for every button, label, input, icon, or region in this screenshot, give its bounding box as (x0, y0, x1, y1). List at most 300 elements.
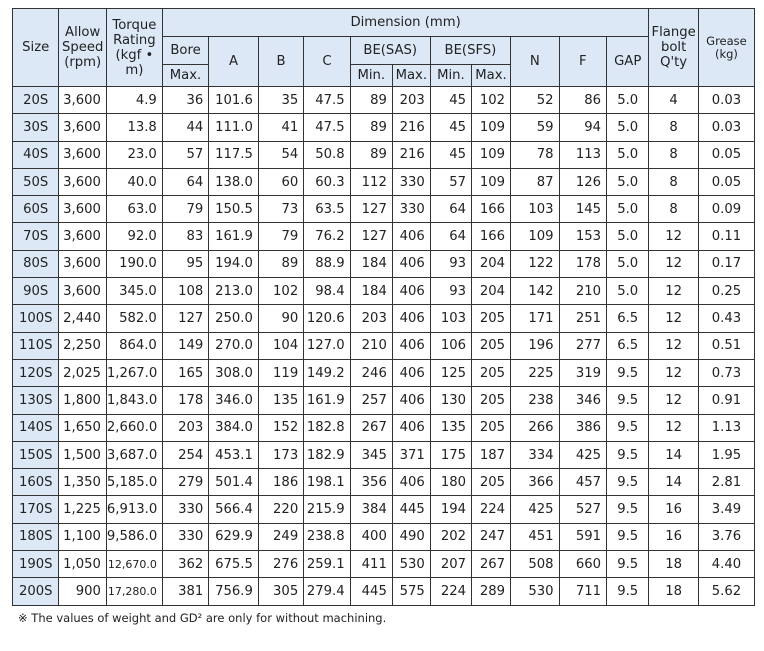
table-cell: 125 (430, 359, 471, 386)
table-cell: 215.9 (304, 496, 350, 523)
table-cell: 2,025 (59, 359, 106, 386)
table-cell: 198.1 (304, 469, 350, 496)
table-cell: 64 (430, 223, 471, 250)
table-cell: 756.9 (209, 578, 259, 605)
table-cell: 334 (511, 441, 560, 468)
table-cell: 5.0 (607, 87, 649, 114)
table-cell: 17,280.0 (106, 578, 162, 605)
table-cell: 64 (430, 196, 471, 223)
table-cell: 14 (649, 441, 699, 468)
table-cell: 1,800 (59, 387, 106, 414)
table-cell: 5.62 (698, 578, 754, 605)
table-cell: 103 (430, 305, 471, 332)
table-cell: 381 (162, 578, 208, 605)
table-cell: 3.49 (698, 496, 754, 523)
table-cell: 3.76 (698, 523, 754, 550)
table-cell: 250.0 (209, 305, 259, 332)
table-cell: 109 (511, 223, 560, 250)
table-cell: 9.5 (607, 469, 649, 496)
table-cell: 87 (511, 168, 560, 195)
table-cell: 103 (511, 196, 560, 223)
table-cell: 60 (258, 168, 303, 195)
table-cell: 711 (559, 578, 606, 605)
table-cell: 9.5 (607, 441, 649, 468)
table-cell: 5.0 (607, 196, 649, 223)
table-cell: 6,913.0 (106, 496, 162, 523)
header-gap: GAP (607, 37, 649, 87)
table-cell: 89 (350, 114, 392, 141)
table-cell: 36 (162, 87, 208, 114)
table-cell: 406 (392, 250, 430, 277)
table-cell: 161.9 (209, 223, 259, 250)
table-cell: 8 (649, 114, 699, 141)
table-cell: 3,687.0 (106, 441, 162, 468)
table-cell: 127 (162, 305, 208, 332)
table-cell: 110S (13, 332, 59, 359)
table-cell: 203 (350, 305, 392, 332)
table-cell: 527 (559, 496, 606, 523)
table-cell: 12 (649, 414, 699, 441)
table-cell: 3,600 (59, 141, 106, 168)
table-cell: 30S (13, 114, 59, 141)
table-row (13, 168, 755, 195)
table-cell: 406 (392, 414, 430, 441)
table-row (13, 305, 755, 332)
table-cell: 8 (649, 141, 699, 168)
table-cell: 73 (258, 196, 303, 223)
table-cell: 3,600 (59, 168, 106, 195)
table-cell: 52 (511, 87, 560, 114)
table-cell: 63.0 (106, 196, 162, 223)
table-cell: 384 (350, 496, 392, 523)
table-cell: 12 (649, 250, 699, 277)
table-row (13, 578, 755, 605)
table-cell: 166 (471, 223, 510, 250)
table-cell: 5.0 (607, 114, 649, 141)
table-cell: 3,600 (59, 278, 106, 305)
table-cell: 0.25 (698, 278, 754, 305)
table-cell: 40.0 (106, 168, 162, 195)
table-row (13, 141, 755, 168)
table-cell: 127.0 (304, 332, 350, 359)
table-cell: 305 (258, 578, 303, 605)
table-cell: 4 (649, 87, 699, 114)
table-cell: 109 (471, 168, 510, 195)
table-cell: 12 (649, 359, 699, 386)
table-cell: 366 (511, 469, 560, 496)
header-size: Size (13, 9, 59, 87)
table-cell: 508 (511, 551, 560, 578)
table-cell: 9.5 (607, 359, 649, 386)
table-cell: 346.0 (209, 387, 259, 414)
table-cell: 864.0 (106, 332, 162, 359)
table-cell: 205 (471, 469, 510, 496)
table-cell: 249 (258, 523, 303, 550)
header-n: N (511, 37, 560, 87)
table-cell: 93 (430, 278, 471, 305)
table-cell: 204 (471, 278, 510, 305)
table-cell: 3,600 (59, 114, 106, 141)
table-cell: 149 (162, 332, 208, 359)
coupling-spec-table (12, 8, 755, 606)
table-cell: 12 (649, 278, 699, 305)
header-dimension: Dimension (mm) (162, 9, 649, 37)
table-cell: 5.0 (607, 223, 649, 250)
table-cell: 345.0 (106, 278, 162, 305)
table-cell: 70S (13, 223, 59, 250)
table-cell: 79 (258, 223, 303, 250)
table-cell: 1,050 (59, 551, 106, 578)
table-cell: 59 (511, 114, 560, 141)
table-cell: 63.5 (304, 196, 350, 223)
table-row (13, 551, 755, 578)
table-cell: 330 (392, 168, 430, 195)
table-cell: 161.9 (304, 387, 350, 414)
table-cell: 4.40 (698, 551, 754, 578)
table-cell: 204 (471, 250, 510, 277)
table-cell: 12 (649, 223, 699, 250)
table-cell: 23.0 (106, 141, 162, 168)
table-cell: 266 (511, 414, 560, 441)
table-cell: 203 (392, 87, 430, 114)
table-cell: 453.1 (209, 441, 259, 468)
table-cell: 330 (392, 196, 430, 223)
table-cell: 178 (162, 387, 208, 414)
table-cell: 153 (559, 223, 606, 250)
table-cell: 92.0 (106, 223, 162, 250)
table-cell: 18 (649, 578, 699, 605)
table-cell: 194.0 (209, 250, 259, 277)
table-cell: 112 (350, 168, 392, 195)
header-grease: Grease (kg) (698, 9, 754, 87)
table-cell: 3,600 (59, 87, 106, 114)
table-cell: 89 (350, 87, 392, 114)
table-cell: 18 (649, 551, 699, 578)
table-cell: 319 (559, 359, 606, 386)
table-cell: 130 (430, 387, 471, 414)
table-cell: 406 (392, 278, 430, 305)
table-cell: 180S (13, 523, 59, 550)
table-cell: 345 (350, 441, 392, 468)
table-cell: 2,250 (59, 332, 106, 359)
table-cell: 6.5 (607, 332, 649, 359)
table-cell: 98.4 (304, 278, 350, 305)
table-cell: 406 (392, 359, 430, 386)
table-cell: 259.1 (304, 551, 350, 578)
table-cell: 135 (258, 387, 303, 414)
table-cell: 165 (162, 359, 208, 386)
header-be-sas: BE(SAS) (350, 37, 430, 65)
table-cell: 60S (13, 196, 59, 223)
table-cell: 126 (559, 168, 606, 195)
table-cell: 142 (511, 278, 560, 305)
table-cell: 251 (559, 305, 606, 332)
table-cell: 371 (392, 441, 430, 468)
table-row (13, 496, 755, 523)
table-cell: 270.0 (209, 332, 259, 359)
table-cell: 44 (162, 114, 208, 141)
table-row (13, 332, 755, 359)
table-row (13, 223, 755, 250)
table-cell: 186 (258, 469, 303, 496)
header-allow-speed: Allow Speed (rpm) (59, 9, 106, 87)
table-cell: 279 (162, 469, 208, 496)
table-cell: 78 (511, 141, 560, 168)
table-cell: 122 (511, 250, 560, 277)
header-torque-rating: Torque Rating (kgf • m) (106, 9, 162, 87)
header-be-sfs: BE(SFS) (430, 37, 510, 65)
table-cell: 145 (559, 196, 606, 223)
table-cell: 187 (471, 441, 510, 468)
table-cell: 530 (392, 551, 430, 578)
table-cell: 89 (350, 141, 392, 168)
table-cell: 2.81 (698, 469, 754, 496)
table-cell: 170S (13, 496, 59, 523)
table-cell: 490 (392, 523, 430, 550)
table-cell: 9.5 (607, 523, 649, 550)
table-cell: 5,185.0 (106, 469, 162, 496)
table-cell: 457 (559, 469, 606, 496)
header-bore: Bore (162, 37, 208, 65)
table-cell: 1,843.0 (106, 387, 162, 414)
table-cell: 530 (511, 578, 560, 605)
table-cell: 0.11 (698, 223, 754, 250)
table-cell: 196 (511, 332, 560, 359)
table-cell: 86 (559, 87, 606, 114)
table-cell: 6.5 (607, 305, 649, 332)
table-cell: 406 (392, 305, 430, 332)
table-row (13, 441, 755, 468)
table-cell: 213.0 (209, 278, 259, 305)
header-be-sas-min: Min. (350, 65, 392, 87)
table-row (13, 250, 755, 277)
table-cell: 205 (471, 305, 510, 332)
table-cell: 276 (258, 551, 303, 578)
table-cell: 13.8 (106, 114, 162, 141)
table-cell: 119 (258, 359, 303, 386)
table-cell: 16 (649, 523, 699, 550)
table-cell: 178 (559, 250, 606, 277)
table-cell: 88.9 (304, 250, 350, 277)
table-cell: 238.8 (304, 523, 350, 550)
table-cell: 267 (471, 551, 510, 578)
table-cell: 207 (430, 551, 471, 578)
table-cell: 102 (258, 278, 303, 305)
table-cell: 9.5 (607, 387, 649, 414)
table-cell: 104 (258, 332, 303, 359)
header-be-sas-max: Max. (392, 65, 430, 87)
table-cell: 12 (649, 387, 699, 414)
table-cell: 0.05 (698, 141, 754, 168)
table-cell: 50S (13, 168, 59, 195)
table-cell: 45 (430, 141, 471, 168)
table-cell: 220 (258, 496, 303, 523)
header-b: B (258, 37, 303, 87)
table-cell: 629.9 (209, 523, 259, 550)
table-cell: 57 (162, 141, 208, 168)
table-cell: 12 (649, 332, 699, 359)
table-cell: 0.73 (698, 359, 754, 386)
table-cell: 106 (430, 332, 471, 359)
table-cell: 135 (430, 414, 471, 441)
table-row (13, 114, 755, 141)
table-cell: 47.5 (304, 87, 350, 114)
table-cell: 152 (258, 414, 303, 441)
table-cell: 83 (162, 223, 208, 250)
table-cell: 1.95 (698, 441, 754, 468)
table-cell: 411 (350, 551, 392, 578)
table-cell: 113 (559, 141, 606, 168)
table-cell: 166 (471, 196, 510, 223)
table-cell: 5.0 (607, 250, 649, 277)
table-cell: 9.5 (607, 414, 649, 441)
table-cell: 0.43 (698, 305, 754, 332)
table-cell: 76.2 (304, 223, 350, 250)
table-cell: 406 (392, 223, 430, 250)
table-row (13, 523, 755, 550)
table-cell: 111.0 (209, 114, 259, 141)
table-cell: 9,586.0 (106, 523, 162, 550)
header-be-sfs-min: Min. (430, 65, 471, 87)
table-cell: 108 (162, 278, 208, 305)
table-body (13, 87, 755, 606)
table-cell: 35 (258, 87, 303, 114)
header-f: F (559, 37, 606, 87)
table-cell: 205 (471, 387, 510, 414)
table-cell: 575 (392, 578, 430, 605)
table-cell: 175 (430, 441, 471, 468)
table-cell: 216 (392, 114, 430, 141)
table-cell: 210 (350, 332, 392, 359)
header-bore-max: Max. (162, 65, 208, 87)
table-cell: 224 (471, 496, 510, 523)
table-cell: 127 (350, 196, 392, 223)
table-cell: 0.03 (698, 87, 754, 114)
header-c: C (304, 37, 350, 87)
table-cell: 130S (13, 387, 59, 414)
table-cell: 160S (13, 469, 59, 496)
table-cell: 109 (471, 141, 510, 168)
table-cell: 205 (471, 414, 510, 441)
table-cell: 95 (162, 250, 208, 277)
table-cell: 224 (430, 578, 471, 605)
table-cell: 216 (392, 141, 430, 168)
table-cell: 8 (649, 168, 699, 195)
table-cell: 0.05 (698, 168, 754, 195)
table-cell: 16 (649, 496, 699, 523)
table-cell: 900 (59, 578, 106, 605)
table-row (13, 359, 755, 386)
table-cell: 45 (430, 87, 471, 114)
table-cell: 182.8 (304, 414, 350, 441)
table-cell: 101.6 (209, 87, 259, 114)
table-cell: 308.0 (209, 359, 259, 386)
table-cell: 1,225 (59, 496, 106, 523)
table-cell: 9.5 (607, 578, 649, 605)
table-cell: 406 (392, 469, 430, 496)
table-cell: 0.09 (698, 196, 754, 223)
table-cell: 4.9 (106, 87, 162, 114)
table-cell: 12 (649, 305, 699, 332)
table-cell: 57 (430, 168, 471, 195)
table-cell: 0.51 (698, 332, 754, 359)
table-cell: 660 (559, 551, 606, 578)
table-row (13, 278, 755, 305)
table-cell: 225 (511, 359, 560, 386)
table-cell: 79 (162, 196, 208, 223)
table-row (13, 87, 755, 114)
table-cell: 254 (162, 441, 208, 468)
table-cell: 5.0 (607, 278, 649, 305)
table-cell: 1,350 (59, 469, 106, 496)
table-cell: 20S (13, 87, 59, 114)
table-row (13, 196, 755, 223)
table-cell: 3,600 (59, 250, 106, 277)
table-cell: 330 (162, 523, 208, 550)
table-cell: 127 (350, 223, 392, 250)
header-a: A (209, 37, 259, 87)
table-cell: 425 (511, 496, 560, 523)
table-cell: 425 (559, 441, 606, 468)
table-cell: 0.91 (698, 387, 754, 414)
table-cell: 149.2 (304, 359, 350, 386)
table-cell: 54 (258, 141, 303, 168)
table-cell: 356 (350, 469, 392, 496)
table-row (13, 469, 755, 496)
table-cell: 279.4 (304, 578, 350, 605)
table-cell: 202 (430, 523, 471, 550)
table-cell: 400 (350, 523, 392, 550)
header-flange-bolt: Flange bolt Q'ty (649, 9, 699, 87)
table-cell: 205 (471, 332, 510, 359)
table-cell: 246 (350, 359, 392, 386)
table-cell: 190.0 (106, 250, 162, 277)
table-cell: 346 (559, 387, 606, 414)
table-cell: 238 (511, 387, 560, 414)
table-cell: 194 (430, 496, 471, 523)
table-cell: 117.5 (209, 141, 259, 168)
table-cell: 330 (162, 496, 208, 523)
table-cell: 9.5 (607, 496, 649, 523)
table-cell: 8 (649, 196, 699, 223)
table-cell: 9.5 (607, 551, 649, 578)
table-cell: 190S (13, 551, 59, 578)
table-row (13, 414, 755, 441)
table-cell: 90 (258, 305, 303, 332)
table-cell: 100S (13, 305, 59, 332)
table-cell: 1,650 (59, 414, 106, 441)
table-cell: 140S (13, 414, 59, 441)
table-cell: 406 (392, 387, 430, 414)
table-cell: 384.0 (209, 414, 259, 441)
table-cell: 267 (350, 414, 392, 441)
table-cell: 205 (471, 359, 510, 386)
table-cell: 451 (511, 523, 560, 550)
table-cell: 445 (350, 578, 392, 605)
table-cell: 173 (258, 441, 303, 468)
table-cell: 12,670.0 (106, 551, 162, 578)
header-be-sfs-max: Max. (471, 65, 510, 87)
table-cell: 5.0 (607, 141, 649, 168)
table-cell: 1,267.0 (106, 359, 162, 386)
table-cell: 203 (162, 414, 208, 441)
table-cell: 120.6 (304, 305, 350, 332)
table-cell: 1,500 (59, 441, 106, 468)
table-cell: 0.17 (698, 250, 754, 277)
table-cell: 41 (258, 114, 303, 141)
table-cell: 50.8 (304, 141, 350, 168)
table-cell: 40S (13, 141, 59, 168)
